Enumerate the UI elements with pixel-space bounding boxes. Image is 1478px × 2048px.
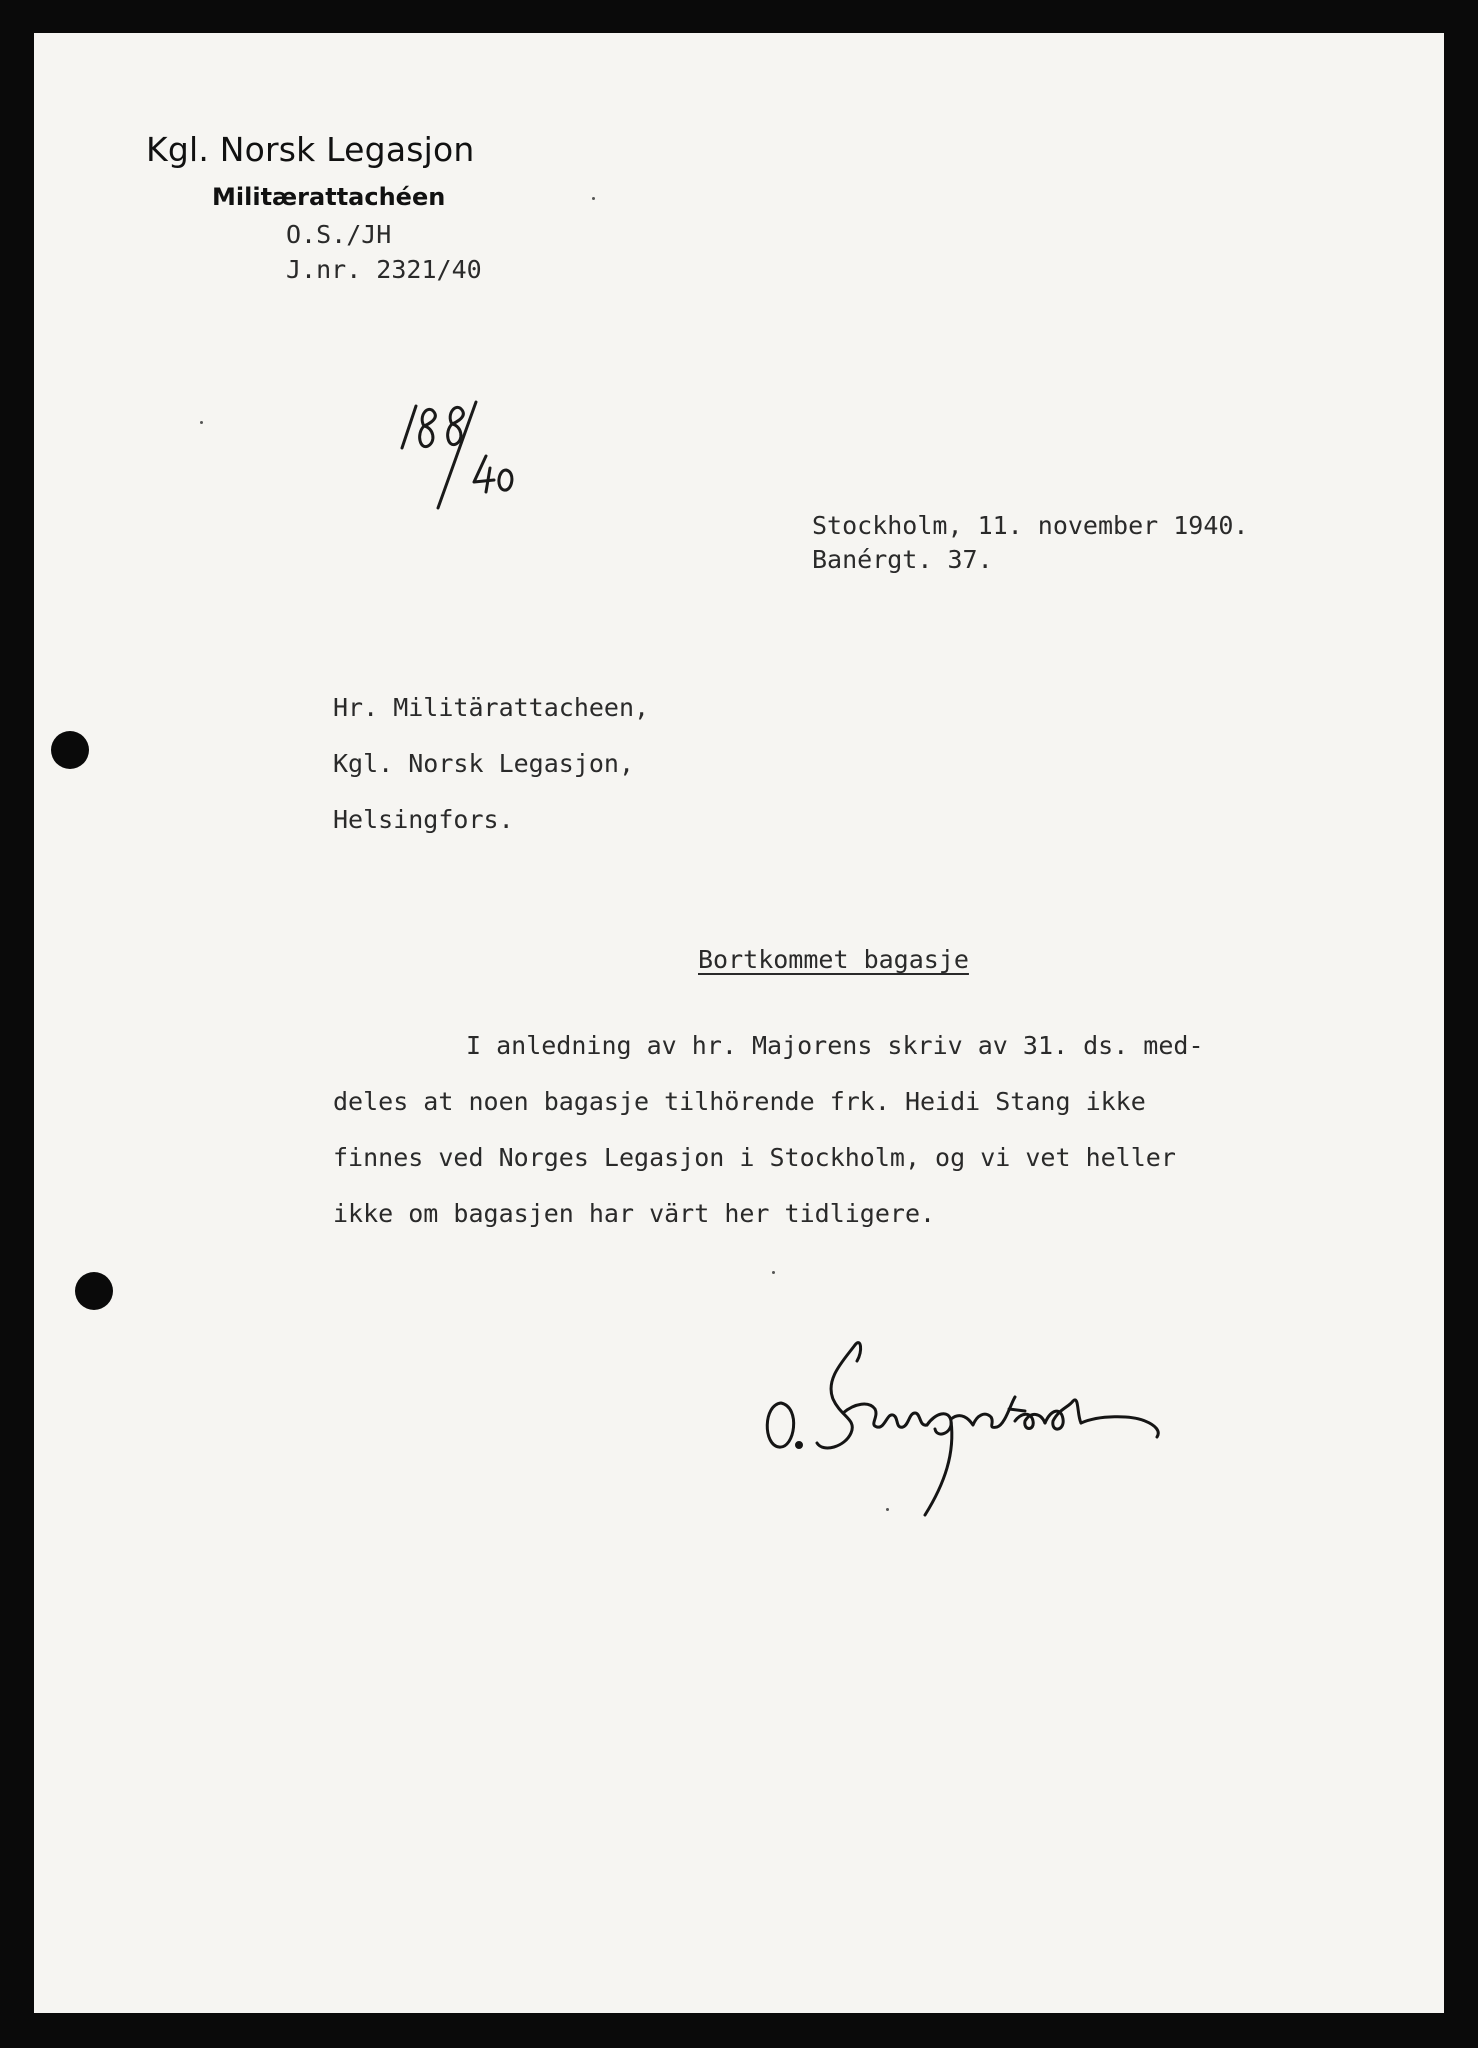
punch-hole xyxy=(51,731,89,769)
reference-initials: O.S./JH xyxy=(286,220,392,249)
paper-speck xyxy=(772,1271,775,1274)
handwritten-signature xyxy=(759,1303,1169,1523)
street-address: Banérgt. 37. xyxy=(812,545,993,574)
letterhead-department: Militærattachéen xyxy=(212,183,446,211)
journal-number: J.nr. 2321/40 xyxy=(286,255,482,284)
body-line-3: finnes ved Norges Legasjon i Stockholm, og vi vet heller xyxy=(333,1143,1176,1172)
place-date: Stockholm, 11. november 1940. xyxy=(812,511,1249,540)
body-line-4: ikke om bagasjen har värt her tidligere. xyxy=(333,1199,936,1228)
recipient-line-2: Kgl. Norsk Legasjon, xyxy=(333,749,635,778)
handwritten-file-number xyxy=(394,396,524,516)
paper-speck xyxy=(886,1508,889,1511)
body-line-1: I anledning av hr. Majorens skriv av 31. ds. med- xyxy=(466,1031,1204,1060)
subject-heading: Bortkommet bagasje xyxy=(698,945,969,974)
paper-speck xyxy=(592,197,595,200)
body-line-2: deles at noen bagasje tilhörende frk. Heidi Stang ikke xyxy=(333,1087,1146,1116)
recipient-line-1: Hr. Militärattacheen, xyxy=(333,693,650,722)
letter-sheet xyxy=(34,33,1444,2013)
punch-hole xyxy=(75,1272,113,1310)
letterhead-organization: Kgl. Norsk Legasjon xyxy=(146,130,475,169)
recipient-line-3: Helsingfors. xyxy=(333,805,514,834)
paper-speck xyxy=(200,421,203,424)
